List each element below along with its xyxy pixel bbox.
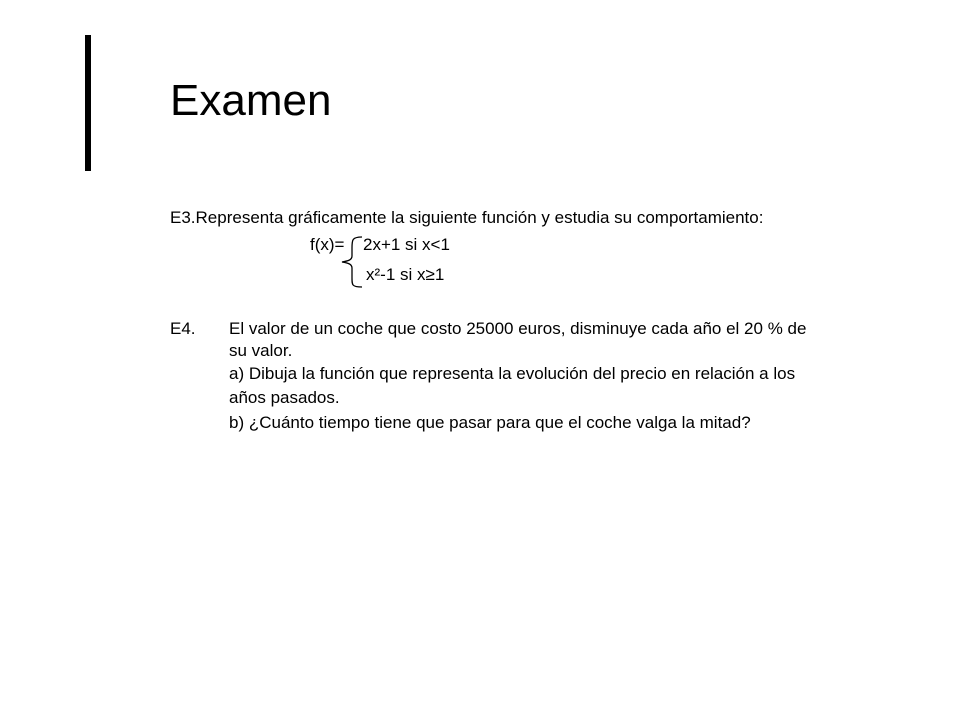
exercise-e4-line-2: su valor.	[229, 341, 293, 360]
piecewise-case-1: 2x+1 si x<1	[363, 235, 450, 254]
exercise-e4-part-a-cont: años pasados.	[229, 388, 340, 407]
exercise-e4-part-b: b) ¿Cuánto tiempo tiene que pasar para que el coche valga la mitad?	[229, 413, 751, 432]
page-title: Examen	[170, 76, 332, 125]
piecewise-case-2: x²-1 si x≥1	[366, 265, 445, 284]
function-label: f(x)=	[310, 235, 345, 254]
piecewise-brace	[340, 236, 364, 288]
exercise-e4-number: E4.	[170, 319, 196, 338]
title-accent-bar	[85, 35, 91, 171]
exercise-e4-line-1: El valor de un coche que costo 25000 euros, disminuye cada año el 20 % de	[229, 319, 807, 338]
exercise-e3-statement: E3.Representa gráficamente la siguiente función y estudia su comportamiento:	[170, 208, 764, 227]
exercise-e4-part-a: a) Dibuja la función que representa la evolución del precio en relación a los	[229, 364, 796, 383]
